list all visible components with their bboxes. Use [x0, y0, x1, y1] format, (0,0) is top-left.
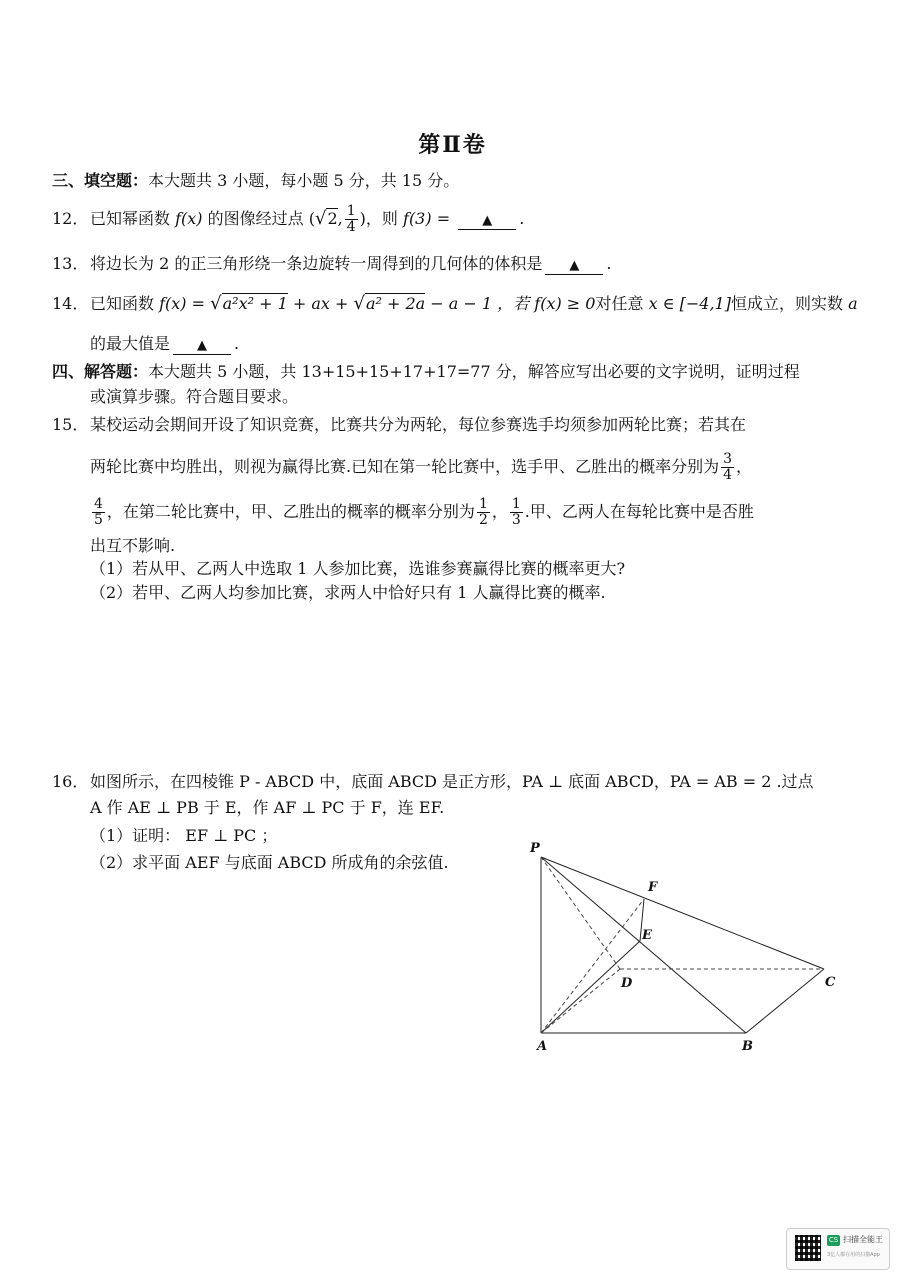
q12-frac-numerator: 1: [346, 203, 356, 219]
sqrt-icon: √: [353, 293, 365, 314]
q16-line2: A 作 AE ⊥ PB 于 E，作 AF ⊥ PC 于 F，连 EF.: [90, 798, 445, 817]
edge-BC: [746, 969, 824, 1033]
q14-cond: f(x) ≥ 0: [534, 294, 596, 313]
q13-end: .: [606, 254, 612, 273]
q15-line1: 某校运动会期间开设了知识竞赛，比赛共分为两轮，每位参赛选手均须参加两轮比赛；若其在: [90, 415, 747, 434]
q14-end1: 恒成立，则实数: [730, 294, 843, 313]
question-14: [52, 293, 858, 315]
watermark-sub: 3亿人都在用的扫描App: [827, 1252, 880, 1258]
q13-text: 将边长为 2 的正三角形绕一条边旋转一周得到的几何体的体积是: [90, 254, 543, 273]
q15-part2: （2）若甲、乙两人均参加比赛，求两人中恰好只有 1 人赢得比赛的概率.: [90, 583, 606, 602]
section3-label: 三、填空题：: [52, 171, 149, 190]
q16-part1: （1）证明： EF ⊥ PC ；: [90, 826, 278, 845]
q14-sqrt2: a² + 2a: [365, 294, 426, 313]
question-13: [52, 253, 611, 275]
pyramid-diagram: [520, 835, 850, 1060]
q15-number: 15．: [52, 415, 89, 434]
q12-number: 12．: [52, 209, 89, 228]
q14-mid1: + ax +: [287, 294, 354, 313]
label-C: C: [825, 975, 836, 990]
q12-end: .: [519, 209, 525, 228]
q14-var-a: a: [848, 294, 858, 313]
q15-frac-3-4: [721, 452, 734, 483]
question-15: [52, 414, 746, 436]
sqrt-icon: √: [314, 208, 327, 229]
q16-line1: 如图所示，在四棱锥 P - ABCD 中，底面 ABCD 是正方形，PA ⊥ 底面 ABCD，PA = AB = 2 .过点: [90, 772, 814, 791]
q14-pre: 已知函数: [90, 294, 155, 313]
q15-frac-1-3: [510, 497, 523, 528]
q16-part2: （2）求平面 AEF 与底面 ABCD 所成角的余弦值.: [90, 853, 449, 872]
frac-denominator: 3: [511, 512, 521, 528]
q12-fraction: [345, 204, 358, 235]
label-F: F: [648, 880, 658, 895]
frac-denominator: 4: [723, 467, 733, 483]
edge-AD: [541, 969, 620, 1033]
q15-line3a: ，在第二轮比赛中，甲、乙胜出的概率的概率分别为: [106, 502, 475, 521]
q15-line4: 出互不影响.: [90, 536, 176, 555]
question-14-line2: [90, 333, 239, 355]
q15-sep: ，: [491, 502, 508, 521]
qr-code-icon: [795, 1235, 821, 1261]
q12-comma: ,: [337, 209, 343, 228]
edge-PD: [541, 857, 620, 969]
section4-header: [52, 361, 800, 383]
question-12: [52, 204, 524, 235]
q14-domain: x ∈ [−4,1]: [648, 294, 731, 313]
section3-header: [52, 170, 459, 192]
label-B: B: [742, 1039, 753, 1054]
q15-comma: ，: [736, 457, 753, 476]
frac-numerator: 1: [478, 496, 488, 512]
watermark-name: 扫描全能王: [843, 1235, 883, 1244]
frac-denominator: 5: [94, 512, 103, 528]
q12-close: )，则: [359, 209, 398, 228]
frac-denominator: 2: [478, 512, 488, 528]
question-16: [52, 771, 814, 793]
q14-number: 14．: [52, 294, 89, 313]
label-D: D: [621, 976, 633, 991]
label-P: P: [530, 841, 540, 856]
q15-line2-row: [90, 452, 752, 483]
q15-frac-4-5: [92, 497, 105, 528]
q12-frac-denominator: 4: [346, 219, 356, 235]
q12-fx: f(x): [175, 209, 203, 228]
q15-part1: （1）若从甲、乙两人中选取 1 人参加比赛，选谁参赛赢得比赛的概率更大?: [90, 559, 626, 578]
section4-label: 四、解答题：: [52, 362, 149, 381]
q12-answer-blank: ▲: [458, 213, 516, 230]
scanner-watermark: [786, 1228, 890, 1270]
frac-numerator: 1: [511, 496, 521, 512]
q14-sqrt1: a²x² + 1: [222, 294, 288, 313]
q13-number: 13．: [52, 254, 89, 273]
q14-mid2: − a − 1 ，若: [425, 294, 530, 313]
section4-desc2: 或演算步骤。符合题目要求。: [90, 387, 299, 406]
q13-answer-blank: ▲: [545, 258, 603, 275]
sqrt-icon: √: [210, 293, 222, 314]
q15-line3-row: [90, 497, 754, 528]
q16-number: 16．: [52, 772, 89, 791]
q14-end2: .: [234, 334, 240, 353]
frac-numerator: 4: [94, 496, 103, 512]
q12-sqrt2: 2: [327, 209, 338, 228]
cs-logo-icon: CS: [828, 1236, 839, 1244]
q14-line2: 的最大值是: [90, 334, 171, 353]
q14-fx: f(x) =: [159, 294, 206, 313]
q15-frac-1-2: [477, 497, 490, 528]
q14-answer-blank: ▲: [173, 338, 231, 355]
q14-mid3: 对任意: [595, 294, 644, 313]
q15-line3b: .甲、乙两人在每轮比赛中是否胜: [524, 502, 754, 521]
section4-desc1: 本大题共 5 小题，共 13+15+15+17+17=77 分，解答应写出必要的文字说明，证明过程: [148, 362, 800, 381]
edge-PC: [541, 857, 824, 969]
q12-mid: 的图像经过点 (: [207, 209, 315, 228]
edge-AF: [541, 899, 644, 1033]
section3-desc: 本大题共 3 小题，每小题 5 分，共 15 分。: [148, 171, 460, 190]
q15-line2: 两轮比赛中均胜出，则视为赢得比赛.已知在第一轮比赛中，选手甲、乙胜出的概率分别为: [90, 457, 720, 476]
label-E: E: [642, 928, 652, 943]
edge-PB: [541, 857, 746, 1033]
page-title: 第Ⅱ卷: [418, 132, 487, 158]
label-A: A: [537, 1039, 548, 1054]
q12-f3: f(3) =: [403, 209, 451, 228]
frac-numerator: 3: [723, 451, 733, 467]
q12-pre: 已知幂函数: [90, 209, 171, 228]
